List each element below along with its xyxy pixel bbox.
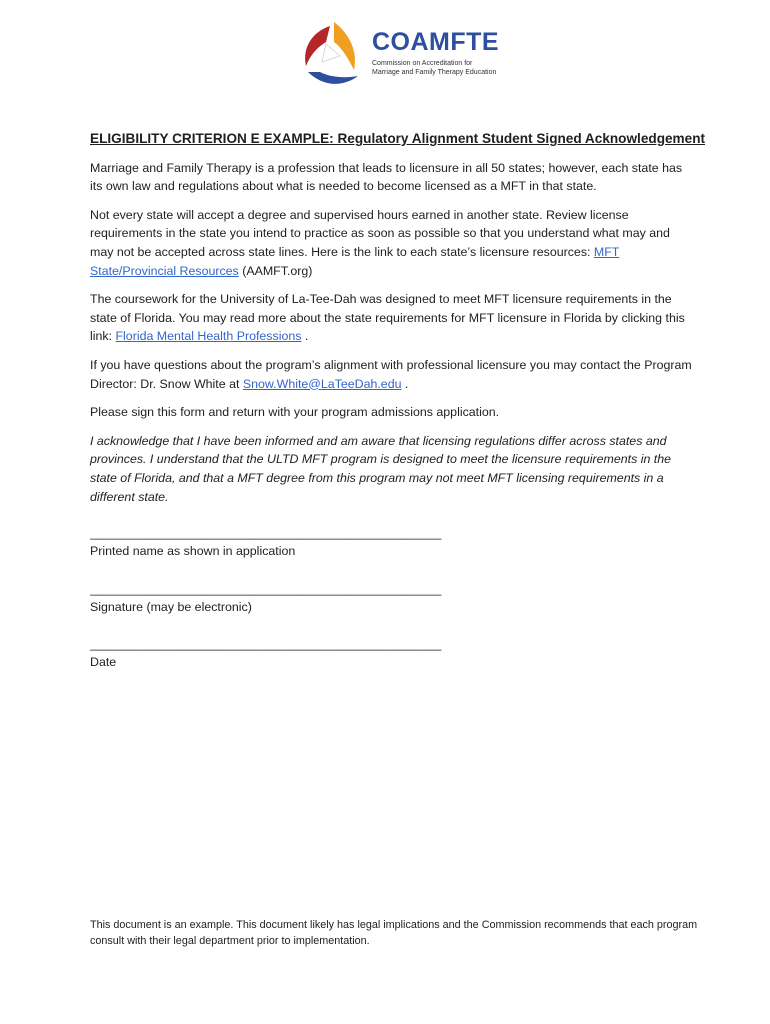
coursework-suffix: . <box>301 329 309 344</box>
coursework-paragraph <box>90 290 696 346</box>
florida-mental-health-link[interactable]: Florida Mental Health Professions <box>115 329 302 344</box>
state-licensure-text: Not every state will accept a degree and supervised hours earned in another state. Review license requirements in the state you intend to practice as soon as possible so that you understand what may and may not be accepted across state lines. Here is the link to each state’s licensure resources: <box>90 207 670 259</box>
mft-state-resources-link[interactable]: MFT State/Provincial Resources <box>90 244 620 278</box>
logo-subtitle <box>372 59 502 77</box>
state-licensure-paragraph <box>90 206 696 280</box>
signature-line[interactable]: ___________________________________________________ <box>90 581 442 596</box>
contact-paragraph <box>90 356 696 393</box>
acknowledgement-statement: I acknowledge that I have been informed and am aware that licensing regulations differ across states and provinces. I understand that the ULTD MFT program is designed to meet the licensure requirements in the state of Florida, and that a MFT degree from this program may not meet MFT licensing requirements in a different state. <box>90 433 672 504</box>
document-body <box>90 130 706 691</box>
signature-field[interactable] <box>90 580 696 617</box>
date-label: Date <box>90 655 117 670</box>
state-licensure-suffix: (AAMFT.org) <box>238 263 313 278</box>
instructions-paragraph: Please sign this form and return with your program admissions application. <box>90 405 500 420</box>
intro-paragraph: Marriage and Family Therapy is a profession that leads to licensure in all 50 states; however, each state has its own law and regulations about what is needed to become licensed as a MFT in that state. <box>90 160 683 194</box>
signature-label: Signature (may be electronic) <box>90 599 252 614</box>
contact-suffix: . <box>401 376 409 391</box>
logo-subtitle-line-1: Commission on Accreditation for <box>372 60 473 67</box>
logo-subtitle-line-2: Marriage and Family Therapy Education <box>372 69 497 76</box>
logo-title: COAMFTE <box>372 28 500 56</box>
printed-name-line[interactable]: ___________________________________________________ <box>90 526 442 541</box>
footer-disclaimer: This document is an example. This document likely has legal implications and the Commission recommends that each program consult with their legal department prior to implementation. <box>90 919 698 947</box>
contact-text: If you have questions about the program’s alignment with professional licensure you may contact the Program Director: Dr. Snow White at <box>90 357 692 391</box>
date-field[interactable] <box>90 635 696 672</box>
date-line[interactable]: ___________________________________________________ <box>90 637 442 652</box>
coamfte-logo-mark-icon <box>300 18 364 90</box>
coursework-text: The coursework for the University of La-Tee-Dah was designed to meet MFT licensure requirements in the state of Florida. You may read more about the state requirements for MFT licensure in Florida by clicking this link: <box>90 292 685 344</box>
document-heading: ELIGIBILITY CRITERION E EXAMPLE: Regulatory Alignment Student Signed Acknowledgement <box>90 131 706 146</box>
coamfte-logo <box>300 18 500 90</box>
printed-name-label: Printed name as shown in application <box>90 544 296 559</box>
printed-name-field[interactable] <box>90 524 696 561</box>
director-email-link[interactable]: Snow.White@LaTeeDah.edu <box>242 376 402 391</box>
